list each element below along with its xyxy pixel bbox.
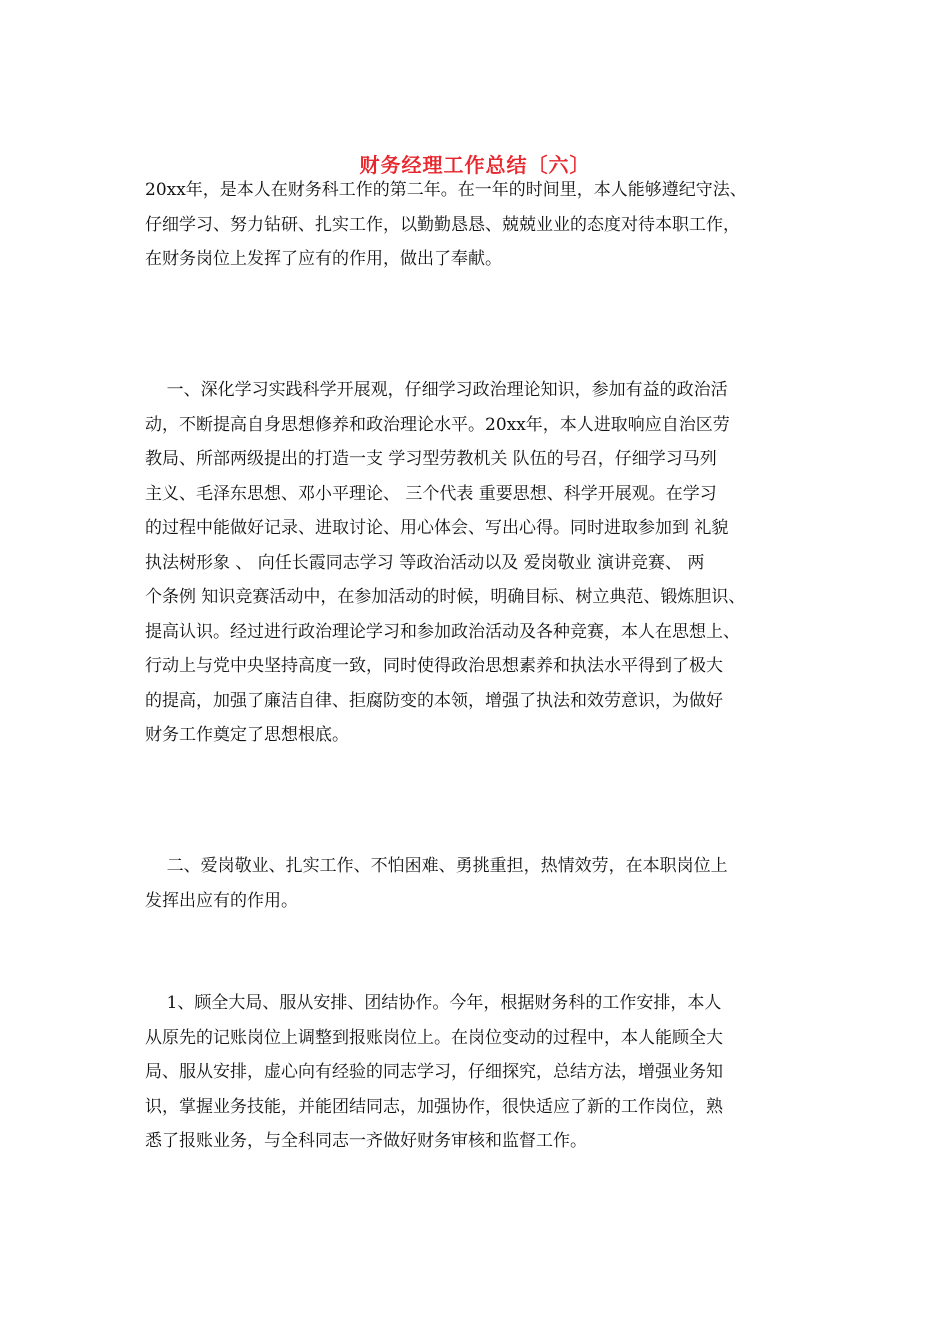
- text-line: 20xx年，是本人在财务科工作的第二年。在一年的时间里，本人能够遵纪守法、: [145, 180, 747, 200]
- paragraph-section-one: [145, 373, 815, 753]
- paragraph-section-two: [145, 849, 815, 918]
- text-line: 行动上与党中央坚持高度一致，同时使得政治思想素养和执法水平得到了极大: [145, 656, 723, 676]
- text-line: 发挥出应有的作用。: [145, 890, 298, 911]
- text-line: 财务工作奠定了思想根底。: [145, 725, 349, 745]
- text-line: 一、深化学习实践科学开展观，仔细学习政治理论知识，参加有益的政治活: [145, 380, 728, 400]
- text-line: 二、爱岗敬业、扎实工作、不怕困难、勇挑重担，热情效劳，在本职岗位上: [145, 856, 728, 876]
- text-line: 悉了报账业务，与全科同志一齐做好财务审核和监督工作。: [145, 1131, 587, 1151]
- text-line: 教局、所部两级提出的打造一支 学习型劳教机关 队伍的号召，仔细学习马列: [145, 449, 717, 469]
- text-line: 个条例 知识竞赛活动中，在参加活动的时候，明确目标、树立典范、锻炼胆识、: [145, 587, 746, 607]
- text-line: 在财务岗位上发挥了应有的作用，做出了奉献。: [145, 249, 502, 269]
- text-line: 从原先的记账岗位上调整到报账岗位上。在岗位变动的过程中，本人能顾全大: [145, 1027, 723, 1048]
- text-line: 识，掌握业务技能，并能团结同志，加强协作，很快适应了新的工作岗位，熟: [145, 1096, 723, 1117]
- paragraph-intro: [145, 173, 815, 277]
- text-line: 主义、毛泽东思想、邓小平理论、 三个代表 重要思想、科学开展观。在学习: [145, 483, 717, 504]
- text-line: 提高认识。经过进行政治理论学习和参加政治活动及各种竞赛，本人在思想上、: [145, 621, 740, 642]
- text-line: 执法树形象 、 向任长霞同志学习 等政治活动以及 爱岗敬业 演讲竞赛、 两: [145, 552, 705, 573]
- text-line: 动，不断提高自身思想修养和政治理论水平。20xx年，本人进取响应自治区劳: [145, 414, 730, 435]
- text-line: 的提高，加强了廉洁自律、拒腐防变的本领，增强了执法和效劳意识，为做好: [145, 690, 723, 711]
- paragraph-item-one: [145, 986, 815, 1159]
- text-line: 仔细学习、努力钻研、扎实工作，以勤勤恳恳、兢兢业业的态度对待本职工作，: [145, 214, 740, 235]
- text-line: 局、服从安排，虚心向有经验的同志学习，仔细探究，总结方法，增强业务知: [145, 1062, 723, 1082]
- document-title: 财务经理工作总结〔六〕: [359, 153, 591, 177]
- text-line: 1、顾全大局、服从安排、团结协作。今年，根据财务科的工作安排，本人: [145, 993, 722, 1013]
- text-line: 的过程中能做好记录、进取讨论、用心体会、写出心得。同时进取参加到 礼貌: [145, 518, 729, 538]
